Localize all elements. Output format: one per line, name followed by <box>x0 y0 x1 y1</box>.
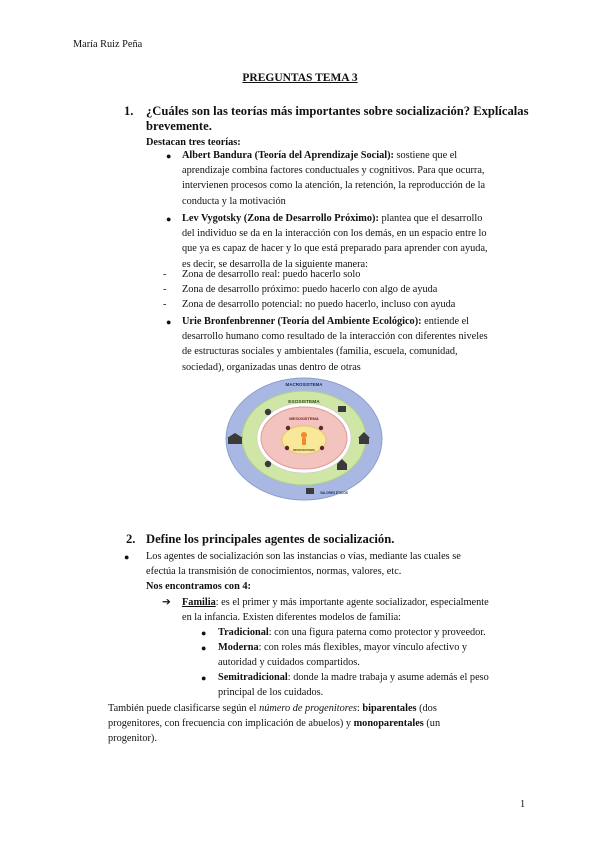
closing-text: También puede clasificarse según el <box>108 703 260 714</box>
model-name: Semitradicional <box>218 672 288 683</box>
model-item <box>218 625 486 640</box>
zone-item: Zona de desarrollo potencial: no puedo hacerlo, incluso con ayuda <box>182 299 456 310</box>
zone-item: Zona de desarrollo real: puedo hacerlo solo <box>182 269 361 280</box>
bullet-icon: ● <box>166 214 172 224</box>
page-number: 1 <box>520 799 526 810</box>
model-text: principal de los cuidados. <box>218 687 324 699</box>
closing-italic: número de progenitores <box>259 703 357 714</box>
vygotsky-text: del individuo se da en la interacción con los demás, en un espacio entre lo <box>182 228 487 240</box>
vygotsky-text: plantea que el desarrollo <box>378 213 483 224</box>
q2-text: Los agentes de socialización son las instancias o vías, mediante las cuales se <box>146 551 461 562</box>
q2-text: efectúa la transmisión de conocimientos, normas, valores, etc. <box>146 566 402 578</box>
model-text: : con roles más flexibles, mayor vínculo afectivo y <box>258 642 468 653</box>
dash-marker: - <box>163 299 167 310</box>
bandura-text: sostiene que el <box>393 150 458 161</box>
page-title: PREGUNTAS TEMA 3 <box>242 72 358 84</box>
bandura-item <box>182 148 512 209</box>
q1-intro: Destacan tres teorías: <box>146 137 241 148</box>
arrow-icon: ➔ <box>162 597 171 608</box>
dash-marker: - <box>163 284 167 295</box>
bullet-icon: ● <box>201 673 207 683</box>
bullet-icon: ● <box>201 643 207 653</box>
closing-paragraph <box>108 701 518 747</box>
values-label: VALORES ÉTICOS <box>320 491 348 495</box>
child-icon <box>301 432 307 438</box>
model-item <box>218 640 467 670</box>
bullet-icon: ● <box>201 628 207 638</box>
model-text: autoridad y cuidados compartidos. <box>218 657 360 669</box>
workplace-icon <box>265 409 271 415</box>
closing-text: progenitor). <box>108 733 157 745</box>
bronfenbrenner-name: Urie Bronfenbrenner (Teoría del Ambiente Ecológico): <box>182 316 422 327</box>
vygotsky-name: Lev Vygotsky (Zona de Desarrollo Próximo): <box>182 213 379 224</box>
vygotsky-item <box>182 211 512 272</box>
meso-label: MESOSISTEMA <box>289 416 319 421</box>
bandura-text: aprendizaje combina factores conductuales y cognitivos. Para que ocurra, <box>182 165 485 177</box>
bronfenbrenner-text: de estructuras sociales y ambientales (familia, escuela, comunidad, <box>182 346 458 358</box>
model-name: Moderna <box>218 642 259 653</box>
bullet-icon: ● <box>166 317 172 327</box>
q1-heading-line1: ¿Cuáles son las teorías más importantes sobre socialización? Explícalas <box>146 104 529 118</box>
model-name: Tradicional <box>218 627 269 638</box>
bandura-name: Albert Bandura (Teoría del Aprendizaje Social): <box>182 150 394 161</box>
q1-number: 1. <box>124 104 134 118</box>
closing-text: progenitores, con frecuencia con implicación de abuelos) y <box>108 718 354 730</box>
q2-subheading: Nos encontramos con 4: <box>146 581 251 593</box>
family-icon <box>286 426 290 430</box>
familia-item <box>182 595 522 625</box>
model-text: : con una figura paterna como protector y proveedor. <box>268 627 486 638</box>
model-text: : donde la madre trabaja y asume además el peso <box>287 672 489 683</box>
health-services-icon <box>265 461 271 467</box>
bandura-text: conducta y la motivación <box>182 195 286 207</box>
peers-icon <box>319 426 323 430</box>
school-icon <box>285 446 289 450</box>
closing-text: : <box>356 703 363 714</box>
bronfenbrenner-text: entiende el <box>421 316 470 327</box>
community-icon <box>320 446 324 450</box>
familia-text: : es el primer y más importante agente socializador, especialmente <box>215 597 489 608</box>
values-icon <box>306 488 314 494</box>
closing-bold: biparentales <box>362 703 417 714</box>
dash-marker: - <box>163 269 167 280</box>
micro-label: MICROSISTEMA <box>293 448 315 452</box>
q2-paragraph <box>146 549 526 595</box>
zone-item: Zona de desarrollo próximo: puedo hacerlo con algo de ayuda <box>182 284 438 295</box>
child-body-icon <box>302 438 306 445</box>
familia-text: en la infancia. Existen diferentes modelos de familia: <box>182 612 402 624</box>
bronfenbrenner-text: desarrollo humano como resultado de la interacción con diferentes niveles <box>182 331 488 343</box>
television-icon <box>338 406 346 412</box>
closing-text: (dos <box>416 703 437 714</box>
q2-heading: Define los principales agentes de socialización. <box>146 532 395 546</box>
q1-heading-line2: brevemente. <box>146 119 212 133</box>
macro-label: MACROSISTEMA <box>285 382 323 387</box>
vygotsky-text: es decir, se desarrolla de la siguiente manera: <box>182 258 368 270</box>
bullet-icon: ● <box>124 552 130 562</box>
closing-text: (un <box>423 718 441 730</box>
bronfenbrenner-text: sociedad), organizadas unas dentro de otras <box>182 361 361 373</box>
bullet-icon: ● <box>166 151 172 161</box>
q2-number: 2. <box>126 532 136 546</box>
ecological-systems-diagram <box>224 376 384 502</box>
author-header: María Ruiz Peña <box>73 39 143 50</box>
closing-bold: monoparentales <box>353 718 424 730</box>
familia-label: Familia <box>182 597 216 608</box>
bronfenbrenner-item <box>182 314 512 375</box>
vygotsky-text: que ya es capaz de hacer y lo que está preparado para aprender con ayuda, <box>182 243 488 255</box>
model-item <box>218 670 489 700</box>
bandura-text: intervienen procesos como la atención, la retención, la reproducción de la <box>182 180 486 192</box>
exo-label: EXOSISTEMA <box>288 400 320 405</box>
